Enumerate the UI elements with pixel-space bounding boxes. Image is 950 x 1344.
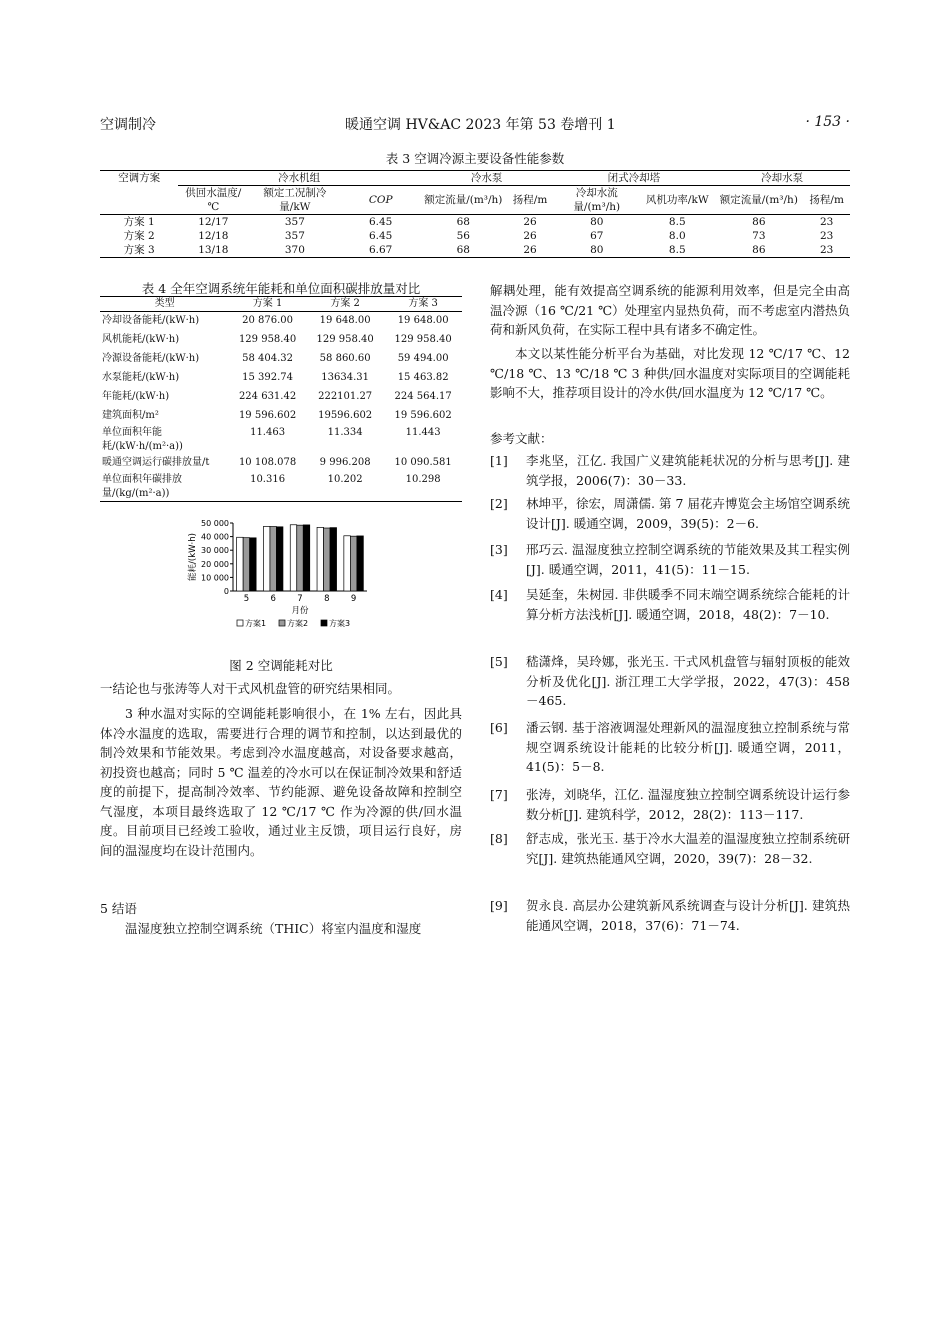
t3-sub: 额定流量/(m³/h) <box>719 194 798 206</box>
bar <box>324 528 331 591</box>
cell: 年能耗/(kW·h) <box>102 391 170 402</box>
ref-num: [4] <box>490 587 508 602</box>
page-header <box>100 114 850 134</box>
t3-sub: 扬程/m <box>809 194 844 206</box>
ref-text: 邢巧云. 温湿度独立控制空调系统的节能效果及其工程实例[J]. 暖通空调，2011，41(5)：11－15. <box>526 542 850 577</box>
cell: 59 494.00 <box>397 353 449 364</box>
bar <box>290 525 297 591</box>
t4-h: 类型 <box>154 298 175 309</box>
table-row <box>100 215 850 230</box>
cell: 单位面积年能耗/(kW·h/(m²·a)) <box>102 426 183 452</box>
left-para-2: 3 种水温对实际的空调能耗影响很小，在 1% 左右，因此具体冷水温度的选取，需要进行合理的调节和控制，以达到最优的制冷效果和节能效果。考虑到冷水温度越高，对设备要求越高，初投资也越高；同时 5 ℃ 温差的冷水可以在保证制冷效果和舒适度的前提下，提高制冷效率、节约能源、避免设备故障和控制空气湿度，本项目最终选取了 12 ℃/17 ℃ 作为冷源的供/回水温度。目前项目已经竣工验收，通过业主反馈，项目运行良好，房间的温湿度均在设计范围内。 <box>100 706 462 858</box>
cell: 56 <box>456 230 470 242</box>
t3-group-chiller: 冷水机组 <box>178 171 420 186</box>
left-para-3: 温湿度独立控制空调系统（THIC）将室内温度和湿度 <box>125 921 422 936</box>
cell: 8.5 <box>668 216 686 228</box>
y-tick-label: 20 000 <box>201 559 229 569</box>
page-number: · 153 · <box>805 114 850 130</box>
cell: 冷却设备能耗/(kW·h) <box>102 315 200 327</box>
cell: 建筑面积/m² <box>102 410 159 421</box>
references-title: 参考文献： <box>490 431 553 446</box>
cell: 11.334 <box>327 426 363 438</box>
bar <box>276 527 283 591</box>
cell: 357 <box>284 216 305 228</box>
cell: 67 <box>590 230 604 242</box>
table-row <box>100 473 462 502</box>
cell: 10.298 <box>405 473 441 485</box>
ref-num: [9] <box>490 898 508 913</box>
cell: 86 <box>752 216 766 228</box>
cell: 15 463.82 <box>397 372 449 383</box>
x-tick-label: 5 <box>243 594 250 604</box>
ref-text: 林坤平，徐宏，周潇儒. 第 7 届花卉博览会主场馆空调系统设计[J]. 暖通空调，2009，39(5)：2－6. <box>526 496 850 531</box>
ref-text: 潘云钢. 基于溶液调湿处理新风的温湿度独立控制系统与常规空调系统设计能耗的比较分析[J]. 暖通空调，2011，41(5)：5－8. <box>526 720 850 774</box>
bar <box>330 528 337 591</box>
cell: 357 <box>284 230 305 242</box>
cell: 20 876.00 <box>242 315 294 327</box>
ref-num: [6] <box>490 720 508 735</box>
cell: 水泵能耗/(kW·h) <box>102 372 180 383</box>
cell: 方案 1 <box>123 216 155 228</box>
right-para-2: 本文以某性能分析平台为基础，对比发现 12 ℃/17 ℃、12 ℃/18 ℃、13 ℃/18 ℃ 3 种供/回水温度对实际项目的空调能耗影响不大，推荐项目设计的冷水供/回水温度为 12 ℃/17 ℃。 <box>490 346 850 400</box>
legend-label: 方案2 <box>287 619 309 628</box>
y-tick-label: 0 <box>223 587 229 596</box>
cell: 26 <box>523 216 537 228</box>
cell: 224 564.17 <box>394 391 452 402</box>
cell: 15 392.74 <box>242 372 294 383</box>
cell: 129 958.40 <box>238 334 297 345</box>
bar <box>270 527 277 591</box>
table-row <box>100 350 462 369</box>
ref-num: [5] <box>490 654 508 669</box>
cell: 58 860.60 <box>319 353 371 364</box>
t4-h: 方案 2 <box>330 298 360 309</box>
legend-swatch <box>237 620 243 626</box>
ref-num: [1] <box>490 453 508 468</box>
legend-label: 方案3 <box>329 619 351 628</box>
table-row <box>100 407 462 426</box>
section-5-heading: 5 结语 <box>100 901 137 916</box>
cell: 68 <box>456 244 470 256</box>
cell: 222101.27 <box>318 391 373 402</box>
cell: 方案 2 <box>123 230 155 242</box>
bar <box>250 538 257 591</box>
ref-num: [8] <box>490 831 508 846</box>
figure2-caption: 图 2 空调能耗对比 <box>229 658 333 673</box>
table3 <box>100 170 850 258</box>
cell: 68 <box>456 216 470 228</box>
cell: 80 <box>590 216 604 228</box>
section-name: 空调制冷 <box>100 117 156 133</box>
cell: 80 <box>590 244 604 256</box>
bar <box>350 536 357 591</box>
t3-sub: COP <box>368 194 393 206</box>
cell: 6.67 <box>368 244 393 256</box>
legend-label: 方案1 <box>245 619 267 628</box>
bar <box>297 525 304 591</box>
ref-num: [3] <box>490 542 508 557</box>
cell: 12/17 <box>198 216 229 228</box>
legend-swatch <box>279 620 285 626</box>
energy-bar-chart <box>185 515 375 647</box>
table3-caption: 表 3 空调冷源主要设备性能参数 <box>385 151 565 166</box>
cell: 129 958.40 <box>316 334 374 345</box>
t3-h-plan: 空调方案 <box>100 171 178 215</box>
cell: 方案 3 <box>123 244 155 256</box>
cell: 8.0 <box>668 230 686 242</box>
cell: 23 <box>819 230 834 242</box>
cell: 129 958.40 <box>394 334 452 345</box>
x-tick-label: 6 <box>270 594 276 604</box>
cell: 86 <box>752 244 766 256</box>
cell: 10 090.581 <box>394 457 452 468</box>
t3-sub: 冷却水流量/(m³/h) <box>573 187 621 213</box>
cell: 19 648.00 <box>397 315 449 327</box>
cell: 6.45 <box>368 230 393 242</box>
bar <box>237 537 244 591</box>
t3-group-cwpump: 冷却水泵 <box>714 171 850 186</box>
x-tick-label: 8 <box>324 594 330 604</box>
cell: 19596.602 <box>318 410 373 421</box>
bar <box>317 527 324 591</box>
bar <box>243 538 250 591</box>
x-tick-label: 9 <box>350 594 357 604</box>
cell: 10.316 <box>250 473 286 485</box>
y-tick-label: 30 000 <box>201 546 229 556</box>
table-row <box>100 454 462 473</box>
table-row <box>100 388 462 407</box>
bar <box>303 525 310 591</box>
x-tick-label: 7 <box>297 594 303 604</box>
t3-sub: 供回水温度/℃ <box>185 187 242 213</box>
table-row <box>100 229 850 243</box>
cell: 9 996.208 <box>319 457 371 468</box>
bar <box>263 526 270 591</box>
t3-sub: 额定工况制冷量/kW <box>263 187 327 213</box>
bar <box>357 536 364 591</box>
cell: 冷源设备能耗/(kW·h) <box>102 353 200 364</box>
cell: 73 <box>752 230 766 242</box>
y-axis-label: 能耗/(kW·h) <box>188 533 198 581</box>
ref-text: 嵇潇烽，吴玲娜，张光玉. 干式风机盘管与辐射顶板的能效分析及优化[J]. 浙江理工大学学报，2022，47(3)：458－465. <box>526 654 850 708</box>
cell: 19 596.602 <box>238 410 297 421</box>
t3-group-tower: 闭式冷却塔 <box>553 171 714 186</box>
ref-text: 舒志成，张光玉. 基于冷水大温差的温湿度独立控制系统研究[J]. 建筑热能通风空调，2020，39(7)：28－32. <box>526 831 850 866</box>
t4-h: 方案 1 <box>252 298 283 309</box>
table4 <box>100 296 462 502</box>
cell: 26 <box>523 230 537 242</box>
t4-h: 方案 3 <box>408 298 438 309</box>
y-tick-label: 50 000 <box>201 519 229 528</box>
right-para-1: 解耦处理，能有效提高空调系统的能源利用效率，但是完全由高温冷源（16 ℃/21 ℃）处理室内显热负荷，而不考虑室内潜热负荷和新风负荷，在实际工程中具有诸多不确定性。 <box>490 283 850 337</box>
cell: 10.202 <box>327 473 363 485</box>
cell: 单位面积年碳排放量/(kg/(m²·a)) <box>102 473 182 499</box>
y-tick-label: 10 000 <box>201 573 229 583</box>
left-para-1: 一结论也与张涛等人对干式风机盘管的研究结果相同。 <box>100 681 401 696</box>
cell: 224 631.42 <box>238 391 297 402</box>
t3-sub: 扬程/m <box>512 194 548 206</box>
cell: 370 <box>284 244 305 256</box>
ref-text: 贺永良. 高层办公建筑新风系统调查与设计分析[J]. 建筑热能通风空调，2018，37(6)：71－74. <box>526 898 850 933</box>
cell: 风机能耗/(kW·h) <box>102 334 180 345</box>
journal-name: 暖通空调 HV&AC 2023 年第 53 卷增刊 1 <box>345 117 616 133</box>
cell: 13634.31 <box>321 372 369 383</box>
ref-text: 李兆坚，江亿. 我国广义建筑能耗状况的分析与思考[J]. 建筑学报，2006(7)：30－33. <box>526 453 850 488</box>
cell: 19 648.00 <box>319 315 371 327</box>
cell: 26 <box>523 244 537 256</box>
cell: 8.5 <box>668 244 686 256</box>
ref-num: [2] <box>490 496 508 511</box>
table-row <box>100 243 850 258</box>
cell: 13/18 <box>198 244 229 256</box>
cell: 23 <box>819 216 834 228</box>
cell: 23 <box>819 244 834 256</box>
cell: 10 108.078 <box>238 457 297 468</box>
cell: 11.463 <box>250 426 286 438</box>
cell: 58 404.32 <box>242 353 294 364</box>
cell: 暖通空调运行碳排放量/t <box>102 457 210 468</box>
table-row <box>100 312 462 331</box>
ref-text: 吴延奎，朱树园. 非供暖季不同末端空调系统综合能耗的计算分析方法浅析[J]. 暖通空调，2018，48(2)：7－10. <box>526 587 850 622</box>
table-row <box>100 331 462 350</box>
t3-sub: 额定流量/(m³/h) <box>424 194 503 206</box>
cell: 6.45 <box>368 216 393 228</box>
table-row <box>100 426 462 454</box>
cell: 12/18 <box>198 230 229 242</box>
table-row <box>100 369 462 388</box>
ref-num: [7] <box>490 787 508 802</box>
cell: 11.443 <box>405 426 441 438</box>
legend-swatch <box>321 620 327 626</box>
y-tick-label: 40 000 <box>201 532 229 542</box>
bar <box>344 536 351 591</box>
t3-sub: 风机功率/kW <box>645 194 709 206</box>
ref-text: 张涛，刘晓华，江亿. 温湿度独立控制空调系统设计运行参数分析[J]. 建筑科学，2012，28(2)：113－117. <box>526 787 850 822</box>
x-axis-label: 月份 <box>291 606 309 616</box>
cell: 19 596.602 <box>394 410 452 421</box>
t3-group-pump: 冷水泵 <box>420 171 553 186</box>
table4-caption: 表 4 全年空调系统年能耗和单位面积碳排放量对比 <box>141 281 421 296</box>
